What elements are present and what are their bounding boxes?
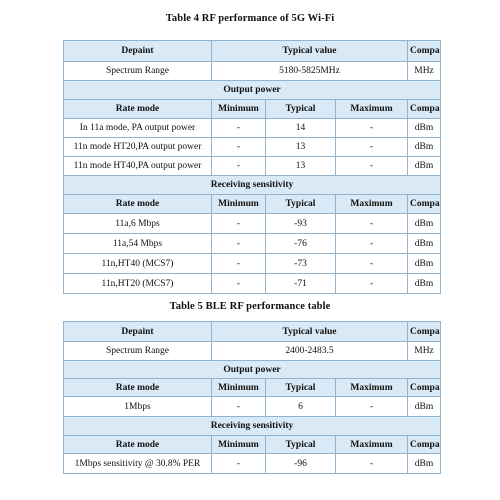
- table-cell: -: [336, 138, 408, 157]
- table-cell: -73: [266, 254, 336, 274]
- column-header: Maximum: [336, 436, 408, 454]
- section-title: Output power: [64, 361, 441, 379]
- table-row: [64, 138, 441, 157]
- section-title: Output power: [64, 81, 441, 100]
- section-title: Receiving sensitivity: [64, 176, 441, 195]
- table-cell: 1Mbps: [64, 397, 212, 417]
- column-header: Compa: [408, 100, 441, 119]
- table-row: [64, 119, 441, 138]
- table-cell: 11n,HT40 (MCS7): [64, 254, 212, 274]
- table-cell: 13: [266, 157, 336, 176]
- table5-header-value: Typical value: [212, 322, 408, 342]
- table-cell: 14: [266, 119, 336, 138]
- table-cell: -: [336, 454, 408, 474]
- table-row: [64, 214, 441, 234]
- table-cell: -: [336, 214, 408, 234]
- table-cell: -: [336, 397, 408, 417]
- table4-header-value: Typical value: [212, 41, 408, 62]
- table-cell: 6: [266, 397, 336, 417]
- table4-spectrum-unit: MHz: [408, 62, 441, 81]
- column-header: Rate mode: [64, 195, 212, 214]
- column-header: Compa: [408, 379, 441, 397]
- table4-header-unit: Compa: [408, 41, 441, 62]
- column-header: Typical: [266, 436, 336, 454]
- table4-output-power-section: [64, 81, 441, 100]
- table-cell: dBm: [408, 157, 441, 176]
- table-cell: dBm: [408, 214, 441, 234]
- column-header: Rate mode: [64, 100, 212, 119]
- table-cell: 11n mode HT20,PA output power: [64, 138, 212, 157]
- column-header: Typical: [266, 379, 336, 397]
- table-cell: dBm: [408, 397, 441, 417]
- table-cell: -: [336, 254, 408, 274]
- table-cell: dBm: [408, 274, 441, 294]
- table5-title: Table 5 BLE RF performance table: [169, 301, 331, 312]
- table-cell: -93: [266, 214, 336, 234]
- table4-sensitivity-section: [64, 176, 441, 195]
- table4-title: Table 4 RF performance of 5G Wi-Fi: [165, 13, 335, 24]
- column-header: Minimum: [212, 195, 266, 214]
- table-cell: -: [212, 454, 266, 474]
- table-cell: -71: [266, 274, 336, 294]
- table5-spectrum-label: Spectrum Range: [64, 342, 212, 361]
- table-cell: -: [212, 254, 266, 274]
- table-cell: -76: [266, 234, 336, 254]
- table-cell: -: [212, 119, 266, 138]
- table-cell: -: [212, 397, 266, 417]
- column-header: Maximum: [336, 100, 408, 119]
- table4-output-power-columns: [64, 100, 441, 119]
- table-cell: 11n mode HT40,PA output power: [64, 157, 212, 176]
- section-title: Receiving sensitivity: [64, 417, 441, 436]
- table4-spectrum-row: [64, 62, 441, 81]
- table-cell: -: [336, 274, 408, 294]
- table-cell: -: [212, 274, 266, 294]
- column-header: Minimum: [212, 379, 266, 397]
- table4: [63, 40, 441, 294]
- table5: [63, 321, 441, 474]
- table-cell: -: [212, 234, 266, 254]
- table-row: [64, 274, 441, 294]
- table-cell: dBm: [408, 454, 441, 474]
- column-header: Compa: [408, 195, 441, 214]
- table5-sensitivity-section: [64, 417, 441, 436]
- table-cell: 11a,6 Mbps: [64, 214, 212, 234]
- table-cell: 13: [266, 138, 336, 157]
- table-cell: dBm: [408, 138, 441, 157]
- table4-header-row: [64, 41, 441, 62]
- table5-output-power-columns: [64, 379, 441, 397]
- table-cell: -: [336, 234, 408, 254]
- table-row: [64, 254, 441, 274]
- table5-header-row: [64, 322, 441, 342]
- table-cell: 11n,HT20 (MCS7): [64, 274, 212, 294]
- column-header: Typical: [266, 195, 336, 214]
- column-header: Typical: [266, 100, 336, 119]
- table-cell: dBm: [408, 254, 441, 274]
- table5-output-power-section: [64, 361, 441, 379]
- table4-sensitivity-columns: [64, 195, 441, 214]
- table-row: [64, 157, 441, 176]
- table5-sensitivity-columns: [64, 436, 441, 454]
- table4-header-param: Depaint: [64, 41, 212, 62]
- table-row: [64, 454, 441, 474]
- table-cell: -96: [266, 454, 336, 474]
- table5-header-unit: Compa: [408, 322, 441, 342]
- table-cell: In 11a mode, PA output power: [64, 119, 212, 138]
- column-header: Maximum: [336, 195, 408, 214]
- table-cell: dBm: [408, 119, 441, 138]
- column-header: Rate mode: [64, 436, 212, 454]
- table-cell: 1Mbps sensitivity @ 30.8% PER: [64, 454, 212, 474]
- table-cell: 11a,54 Mbps: [64, 234, 212, 254]
- table-cell: -: [212, 157, 266, 176]
- table-cell: -: [336, 157, 408, 176]
- table4-spectrum-label: Spectrum Range: [64, 62, 212, 81]
- table-cell: -: [212, 138, 266, 157]
- column-header: Minimum: [212, 100, 266, 119]
- table5-spectrum-row: [64, 342, 441, 361]
- column-header: Rate mode: [64, 379, 212, 397]
- column-header: Maximum: [336, 379, 408, 397]
- table5-spectrum-value: 2400-2483.5: [212, 342, 408, 361]
- table5-spectrum-unit: MHz: [408, 342, 441, 361]
- table-row: [64, 234, 441, 254]
- table5-header-param: Depaint: [64, 322, 212, 342]
- table-cell: -: [336, 119, 408, 138]
- column-header: Compa: [408, 436, 441, 454]
- table-cell: -: [212, 214, 266, 234]
- table-cell: dBm: [408, 234, 441, 254]
- column-header: Minimum: [212, 436, 266, 454]
- table4-spectrum-value: 5180-5825MHz: [212, 62, 408, 81]
- table-row: [64, 397, 441, 417]
